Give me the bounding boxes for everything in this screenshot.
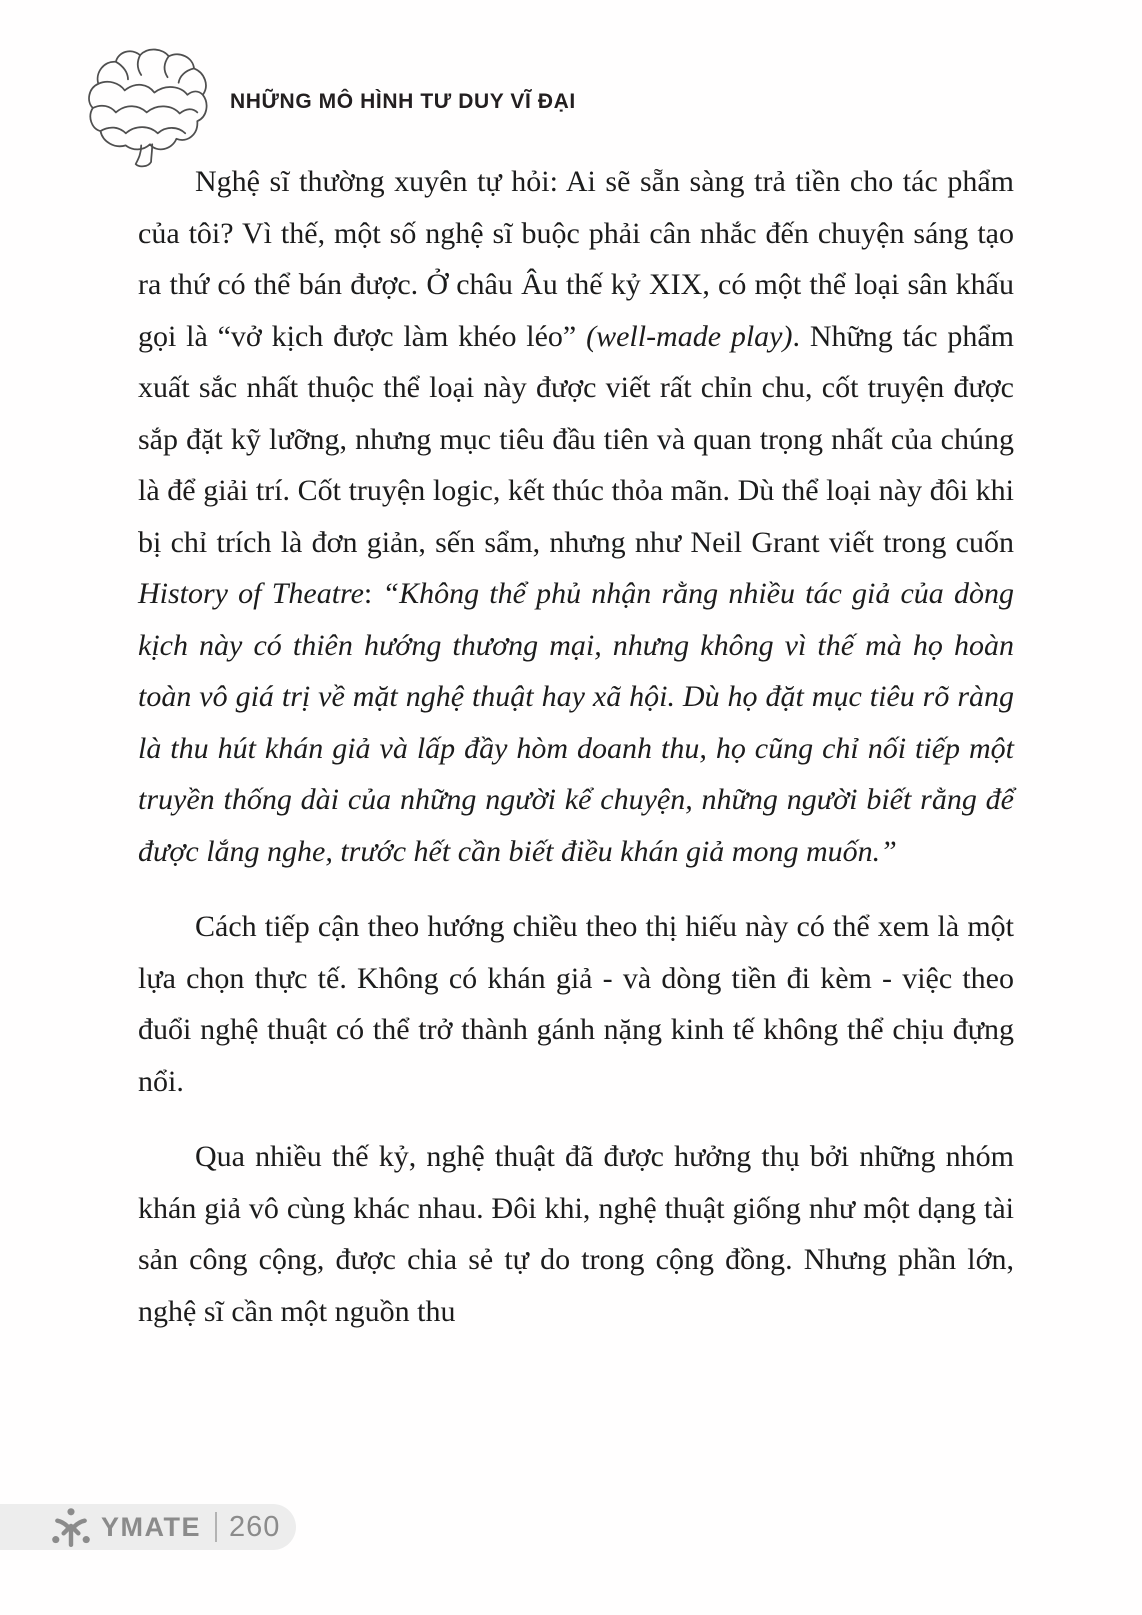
footer-pill — [0, 1504, 296, 1550]
paragraph — [138, 1131, 1014, 1337]
footer-divider — [215, 1512, 217, 1542]
text-segment: Qua nhiều thế kỷ, nghệ thuật đã được hưởng thụ bởi những nhóm khán giả vô cùng khác nhau. Đôi khi, nghệ thuật giống như một dạng tài sản công cộng, được chia sẻ tự do trong cộng đồng. Nhưng phần lớn, nghệ sĩ cần một nguồn thu — [138, 1140, 1014, 1328]
brain-icon — [84, 42, 216, 174]
text-segment: Nghệ sĩ thường xuyên tự hỏi: Ai sẽ sẵn sàng trả tiền cho tác phẩm của tôi? Vì thế, một số nghệ sĩ buộc phải cân nhắc đến chuyện sáng tạo ra thứ có thể bán được. Ở châu Âu thế kỷ XIX, có một thể loại sân khấu gọi là “vở kịch được làm khéo léo” — [138, 165, 1014, 353]
italic-text-segment: History of Theatre — [138, 577, 364, 610]
page-footer — [0, 1504, 296, 1553]
ymate-logo-icon — [50, 1506, 92, 1548]
italic-text-segment: (well-made play) — [586, 319, 793, 353]
page-header — [84, 42, 576, 174]
paragraph — [138, 901, 1014, 1107]
page-number: 260 — [229, 1510, 281, 1543]
text-segment: . Những tác phẩm xuất sắc nhất thuộc thể loại này được viết rất chỉn chu, cốt truyện được sắp đặt kỹ lưỡng, nhưng mục tiêu đầu tiên và quan trọng nhất của chúng là để giải trí. Cốt truyện logic, kết thúc thỏa mãn. Dù thể loại này đôi khi bị chỉ trích là đơn giản, sến sẩm, nhưng như Neil Grant viết trong cuốn — [138, 319, 1014, 559]
text-segment: : — [363, 577, 383, 610]
italic-text-segment: “Không thể phủ nhận rằng nhiều tác giả của dòng kịch này có thiên hướng thương mại, nhưng không vì thế mà họ hoàn toàn vô giá trị về mặt nghệ thuật hay xã hội. Dù họ đặt mục tiêu rõ ràng là thu hút khán giả và lấp đầy hòm doanh thu, họ cũng chỉ nối tiếp một truyền thống dài của những người kể chuyện, những người biết rằng để được lắng nghe, trước hết cần biết điều khán giả mong muốn.” — [138, 577, 1014, 868]
text-segment: Cách tiếp cận theo hướng chiều theo thị hiếu này có thể xem là một lựa chọn thực tế. Không có khán giả - và dòng tiền đi kèm - việc theo đuổi nghệ thuật có thể trở thành gánh nặng kinh tế không thể chịu đựng nổi. — [138, 910, 1014, 1098]
body-text — [138, 156, 1014, 1337]
running-header-title: NHỮNG MÔ HÌNH TƯ DUY VĨ ĐẠI — [230, 90, 576, 113]
brand-name: YMATE — [101, 1511, 201, 1542]
paragraph — [138, 156, 1014, 877]
